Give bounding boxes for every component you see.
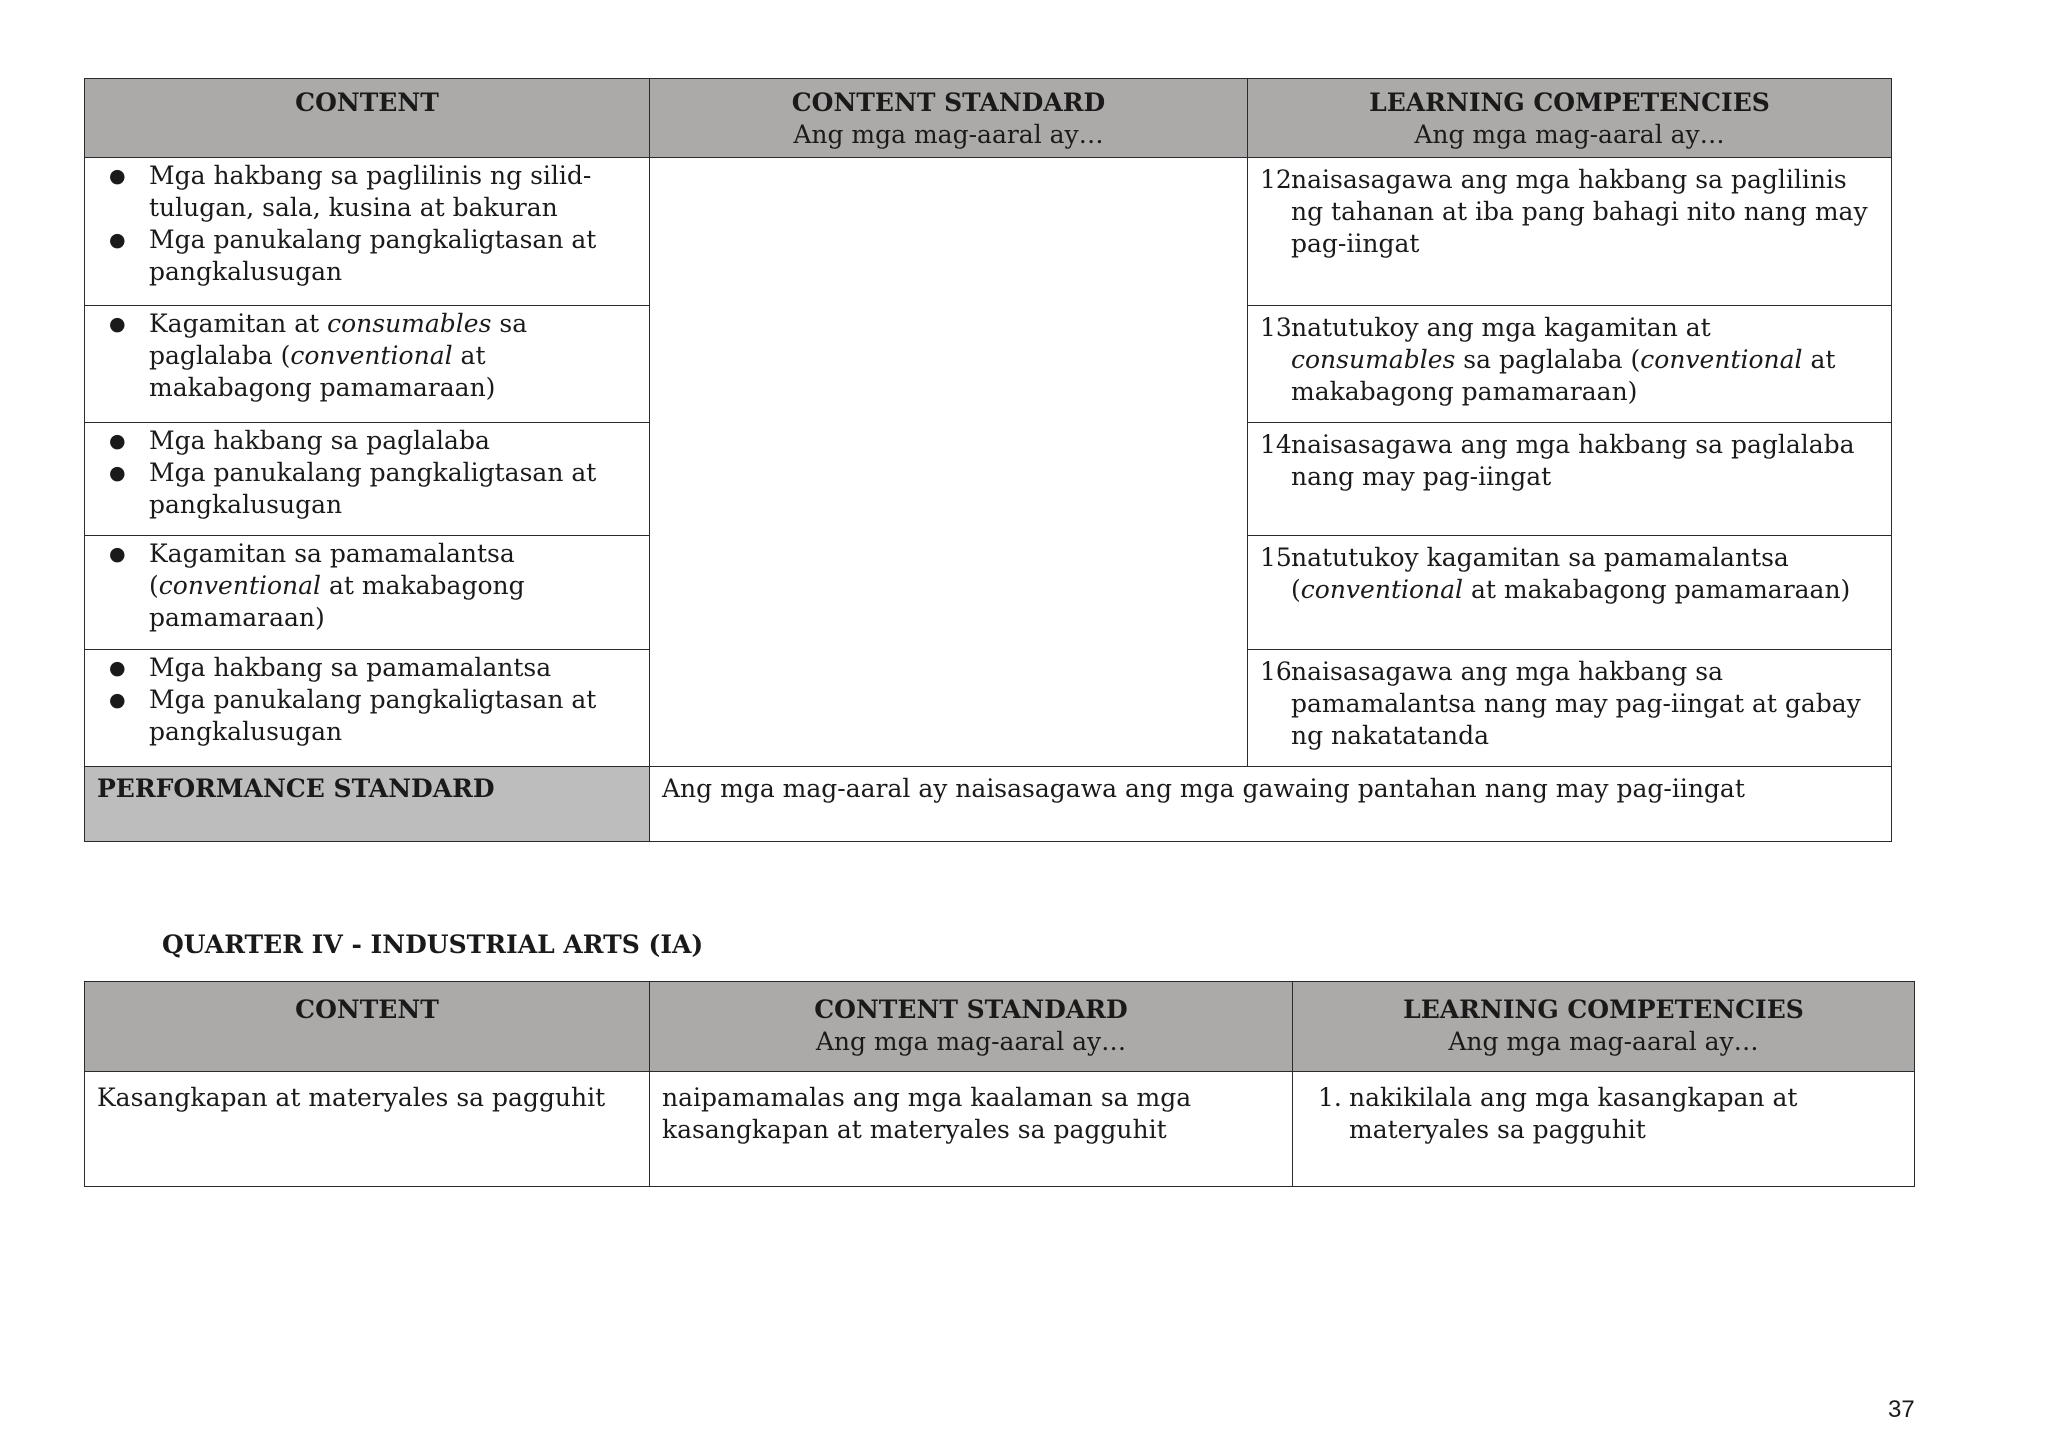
competency-cell — [1248, 650, 1892, 767]
content-cell — [85, 158, 650, 306]
competency-cell — [1293, 1072, 1915, 1187]
competency-cell — [1248, 423, 1892, 536]
content-cell — [85, 423, 650, 536]
header-learning-competencies: LEARNING COMPETENCIES Ang mga mag-aaral ay… — [1293, 982, 1915, 1072]
header-content-standard: CONTENT STANDARD Ang mga mag-aaral ay… — [650, 79, 1248, 158]
header-content: CONTENT — [85, 79, 650, 158]
content-cell — [85, 536, 650, 650]
table-row — [85, 1072, 1915, 1187]
content-list — [97, 652, 637, 748]
content-cell: Kasangkapan at materyales sa pagguhit — [85, 1072, 650, 1187]
table-header-row — [85, 982, 1915, 1072]
content-cell — [85, 650, 650, 767]
header-content-standard: CONTENT STANDARD Ang mga mag-aaral ay… — [650, 982, 1293, 1072]
list-item: ● Mga hakbang sa paglalaba — [97, 425, 637, 457]
content-standard-cell: naipamamalas ang mga kaalaman sa mga kasangkapan at materyales sa pagguhit — [650, 1072, 1293, 1187]
list-item: ● Kagamitan sa pamamalantsa (conventional at makabagong pamamaraan) — [97, 538, 637, 634]
performance-standard-text: Ang mga mag-aaral ay naisasagawa ang mga gawaing pantahan nang may pag-iingat — [650, 767, 1892, 842]
table-header-row — [85, 79, 1892, 158]
quarter-title: QUARTER IV - INDUSTRIAL ARTS (IA) — [162, 930, 704, 959]
header-content: CONTENT — [85, 982, 650, 1072]
competency-item: 14. naisasagawa ang mga hakbang sa paglalaba nang may pag-iingat — [1260, 430, 1855, 491]
content-list — [97, 425, 637, 521]
list-item: ● Mga panukalang pangkaligtasan at pangkalusugan — [97, 684, 637, 748]
list-item: ● Mga hakbang sa paglilinis ng silid-tulugan, sala, kusina at bakuran — [97, 160, 637, 224]
header-learning-competencies: LEARNING COMPETENCIES Ang mga mag-aaral ay… — [1248, 79, 1892, 158]
content-list — [97, 160, 637, 288]
content-cell — [85, 306, 650, 423]
curriculum-table-industrial-arts — [84, 981, 1915, 1187]
competency-cell — [1248, 158, 1892, 306]
competency-cell — [1248, 536, 1892, 650]
list-item: ● Mga hakbang sa pamamalantsa — [97, 652, 637, 684]
competency-item: 13. natutukoy ang mga kagamitan at consumables sa paglalaba (conventional at makabagong pamamaraan) — [1260, 313, 1836, 406]
curriculum-table-housekeeping — [84, 78, 1892, 842]
list-item: ● Mga panukalang pangkaligtasan at pangkalusugan — [97, 224, 637, 288]
competency-item: 12. naisasagawa ang mga hakbang sa paglilinis ng tahanan at iba pang bahagi nito nang may pag-iingat — [1260, 165, 1868, 258]
content-list — [97, 538, 637, 634]
competency-item: 15. natutukoy kagamitan sa pamamalantsa (conventional at makabagong pamamaraan) — [1260, 543, 1851, 604]
competency-item: 1. nakikilala ang mga kasangkapan at materyales sa pagguhit — [1318, 1083, 1798, 1144]
performance-standard-row — [85, 767, 1892, 842]
content-list — [97, 308, 637, 404]
table-row — [85, 158, 1892, 306]
content-standard-cell-empty — [650, 158, 1248, 767]
list-item: ● Mga panukalang pangkaligtasan at pangkalusugan — [97, 457, 637, 521]
competency-cell — [1248, 306, 1892, 423]
competency-item: 16. naisasagawa ang mga hakbang sa pamamalantsa nang may pag-iingat at gabay ng nakatatanda — [1260, 657, 1861, 750]
list-item: ● Kagamitan at consumables sa paglalaba (conventional at makabagong pamamaraan) — [97, 308, 637, 404]
page-number: 37 — [1888, 1396, 1915, 1423]
performance-standard-label: PERFORMANCE STANDARD — [85, 767, 650, 842]
